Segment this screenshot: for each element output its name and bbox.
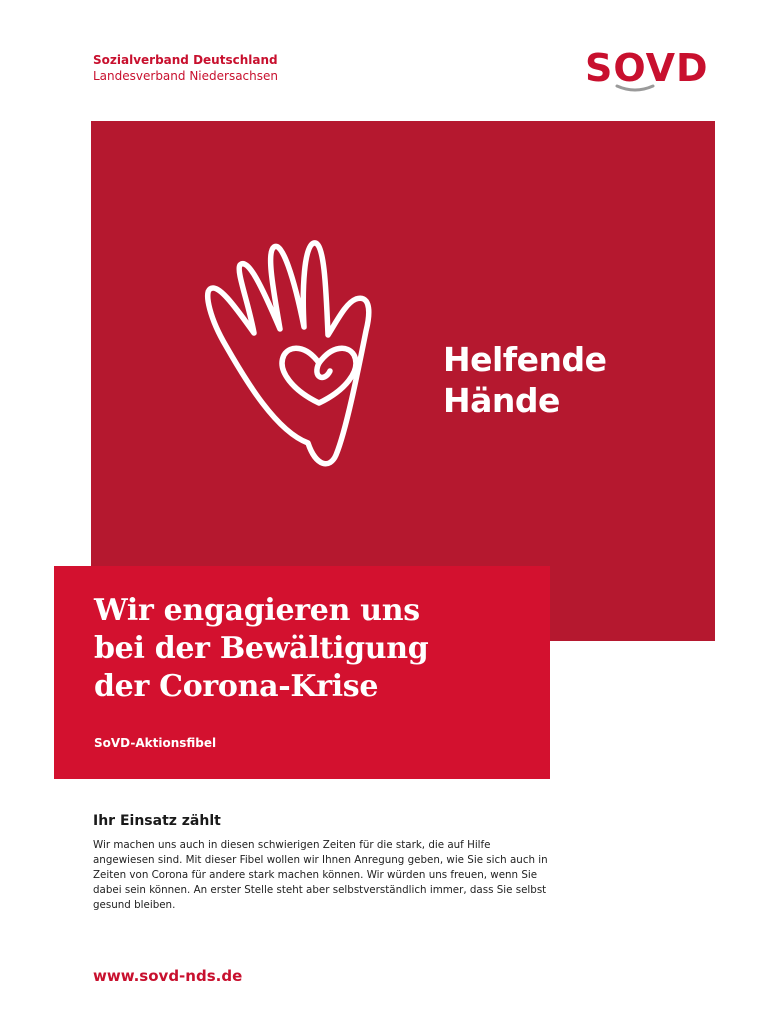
section-title: Ihr Einsatz zählt bbox=[93, 813, 221, 829]
hero-title-line-2: Hände bbox=[443, 381, 560, 420]
organization-name: Sozialverband Deutschland bbox=[93, 53, 278, 67]
organization-header bbox=[93, 52, 278, 84]
headline bbox=[94, 592, 428, 706]
organization-subtitle: Landesverband Niedersachsen bbox=[93, 69, 278, 83]
logo-text: SOVD bbox=[585, 46, 709, 90]
website-link[interactable]: www.sovd-nds.de bbox=[93, 967, 243, 985]
headline-line-2: bei der Bewältigung bbox=[94, 631, 429, 666]
hand-heart-icon bbox=[196, 231, 426, 471]
headline-subtitle: SoVD-Aktionsfibel bbox=[94, 736, 217, 750]
hero-title bbox=[443, 339, 607, 421]
headline-line-1: Wir engagieren uns bbox=[94, 593, 420, 628]
logo-swoosh-icon bbox=[615, 84, 655, 94]
hero-panel bbox=[91, 121, 715, 641]
section-body: Wir machen uns auch in diesen schwierigen Zeiten für die stark, die auf Hilfe angewiesen sind. Mit dieser Fibel wollen wir Ihnen Anregung geben, wie Sie sich auch in Zeiten von Corona für andere stark machen können. Wir würden uns freuen, wenn Sie dabei sein können. An erster Stelle steht aber selbstverständlich immer, dass Sie selbst gesund bleiben. bbox=[93, 839, 548, 911]
headline-line-3: der Corona-Krise bbox=[94, 669, 379, 704]
sovd-logo bbox=[585, 48, 717, 98]
hero-title-line-1: Helfende bbox=[443, 340, 607, 379]
headline-box bbox=[54, 566, 550, 779]
